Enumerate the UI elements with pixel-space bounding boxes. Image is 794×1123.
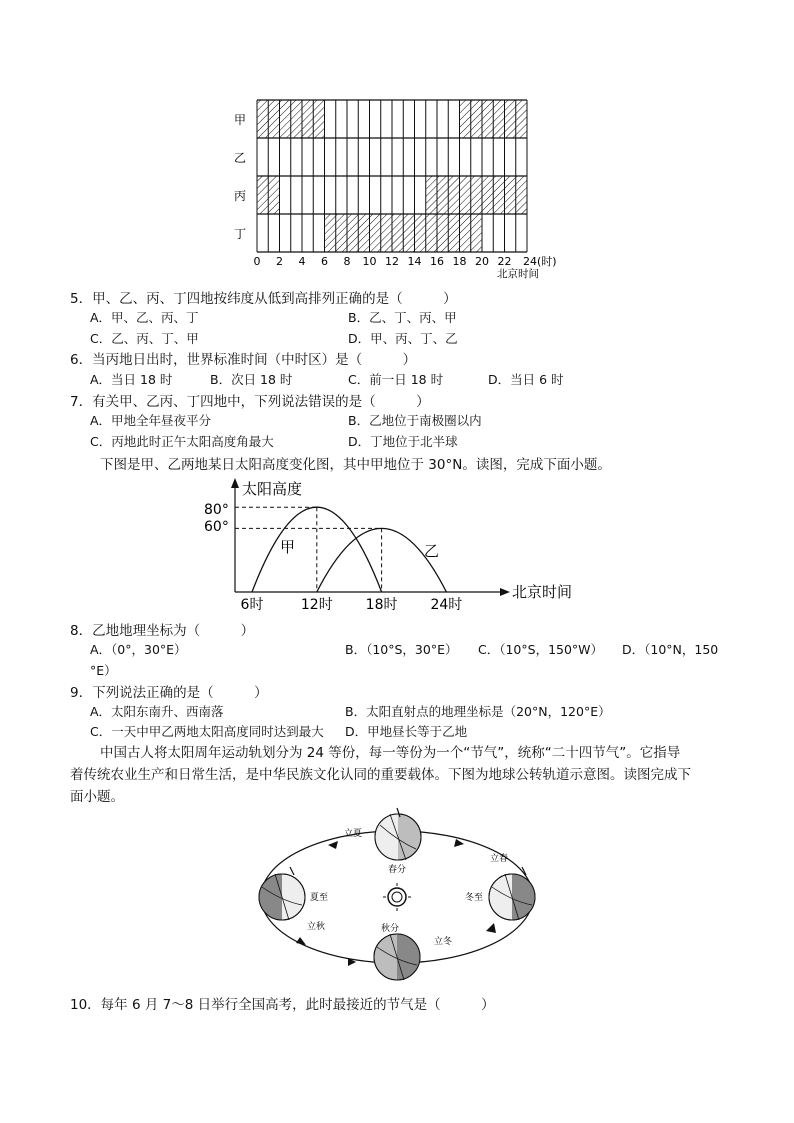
x-tick-label: 10	[362, 255, 377, 268]
q7-option-c: C．丙地此时正午太阳高度角最大	[90, 434, 274, 449]
q7-option-d: D．丁地位于北半球	[348, 434, 458, 449]
q6-option-a: A．当日 18 时	[90, 372, 173, 387]
label-qiufen: 秋分	[381, 924, 400, 934]
y-tick-80: 80°	[204, 502, 229, 518]
x-tick-label: 22	[497, 255, 512, 268]
q5-option-a: A．甲、乙、丙、丁	[90, 310, 199, 325]
q9-option-a: A．太阳东南升、西南落	[90, 704, 224, 719]
orbit-arrow-top-right	[454, 839, 464, 847]
row-label: 丁	[233, 227, 247, 241]
earth-qiufen	[374, 934, 420, 980]
day-night-chart	[230, 95, 570, 285]
x-tick-label: 12	[385, 255, 399, 268]
label-dongzhi: 冬至	[465, 893, 484, 903]
x-tick-label: 2	[276, 255, 283, 268]
earth-chunfen	[375, 808, 421, 860]
q9-option-d: D．甲地昼长等于乙地	[345, 724, 468, 739]
question-7-stem: 7．有关甲、乙丙、丁四地中，下列说法错误的是（ ）	[70, 394, 430, 410]
q6-option-c: C．前一日 18 时	[348, 372, 444, 387]
row-label: 乙	[233, 151, 247, 165]
x-tick-label: 24时	[430, 597, 463, 613]
q8-option-d-continued: °E）	[90, 663, 117, 678]
y-tick-60: 60°	[204, 519, 229, 535]
intro-figure-3-line-3: 面小题。	[70, 789, 124, 805]
label-xiazhi: 夏至	[310, 893, 329, 903]
label-lixia: 立夏	[344, 829, 363, 839]
earth-dongzhi	[489, 867, 535, 920]
q5-option-b: B．乙、丁、丙、甲	[348, 310, 457, 325]
x-tick-label: 24(时)	[523, 255, 557, 268]
q7-option-b: B．乙地位于南极圈以内	[348, 413, 482, 428]
x-tick-label: 6时	[240, 597, 264, 613]
curve-label-yi: 乙	[424, 542, 440, 560]
q9-option-b: B．太阳直射点的地理坐标是（20°N，120°E）	[345, 704, 611, 719]
question-10-stem: 10．每年 6 月 7～8 日举行全国高考，此时最接近的节气是（ ）	[70, 997, 495, 1013]
question-8-stem: 8．乙地地理坐标为（ ）	[70, 623, 255, 639]
sun-icon	[383, 883, 411, 911]
x-tick-label: 0	[253, 255, 261, 268]
orbit-arrow-bottom-right	[486, 923, 496, 933]
x-tick-label: 18时	[365, 597, 398, 613]
q9-option-c: C．一天中甲乙两地太阳高度同时达到最大	[90, 724, 324, 739]
curve-label-jia: 甲	[280, 538, 296, 556]
q8-option-c: C．（10°S，150°W）	[478, 642, 604, 657]
hatched-night-block	[426, 176, 527, 214]
solar-altitude-chart	[200, 474, 600, 620]
q5-option-c: C．乙、丙、丁、甲	[90, 331, 199, 346]
x-tick-label: 16	[430, 255, 444, 268]
x-axis-label: 北京时间	[512, 583, 573, 601]
orbit-arrow-bottom-left	[296, 937, 306, 945]
question-5-stem: 5．甲、乙、丙、丁四地按纬度从低到高排列正确的是（ ）	[70, 291, 457, 307]
label-chunfen: 春分	[388, 865, 407, 875]
x-axis-caption: 北京时间	[497, 268, 539, 280]
earth-orbit-diagram	[250, 805, 550, 990]
x-tick-label: 12时	[300, 597, 333, 613]
intro-figure-3-line-1: 中国古人将太阳周年运动轨划分为 24 等份，每一等份为一个“节气”，统称“二十四节气”。它指导	[100, 745, 681, 761]
q6-option-b: B．次日 18 时	[210, 372, 293, 387]
label-lichun: 立春	[490, 854, 509, 864]
q7-option-a: A．甲地全年昼夜平分	[90, 413, 212, 428]
intro-figure-2: 下图是甲、乙两地某日太阳高度变化图，其中甲地位于 30°N。读图，完成下面小题。	[100, 457, 611, 473]
q6-option-d: D．当日 6 时	[488, 372, 564, 387]
x-tick-label: 8	[343, 255, 351, 268]
x-tick-label: 14	[407, 255, 422, 268]
earth-xiazhi	[259, 867, 305, 920]
question-9-stem: 9．下列说法正确的是（ ）	[70, 685, 268, 701]
label-lidong: 立冬	[434, 937, 453, 947]
x-tick-label: 18	[452, 255, 467, 268]
q8-option-a: A．（0°，30°E）	[90, 642, 187, 657]
row-label: 丙	[233, 189, 247, 203]
question-6-stem: 6．当丙地日出时，世界标准时间（中时区）是（ ）	[70, 352, 417, 368]
x-tick-label: 20	[475, 255, 489, 268]
q8-option-b: B．（10°S，30°E）	[345, 642, 458, 657]
intro-figure-3-line-2: 着传统农业生产和日常生活，是中华民族文化认同的重要载体。下图为地球公转轨道示意图。读图完成下	[70, 767, 691, 783]
q8-option-d: D．（10°N，150	[622, 642, 719, 657]
orbit-arrow-top-left	[328, 841, 338, 849]
y-axis-label: 太阳高度	[242, 480, 303, 498]
label-liqiu: 立秋	[307, 922, 326, 932]
x-tick-label: 4	[298, 255, 306, 268]
row-label: 甲	[233, 113, 247, 127]
q5-option-d: D．甲、丙、丁、乙	[348, 331, 458, 346]
x-tick-label: 6	[321, 255, 328, 268]
